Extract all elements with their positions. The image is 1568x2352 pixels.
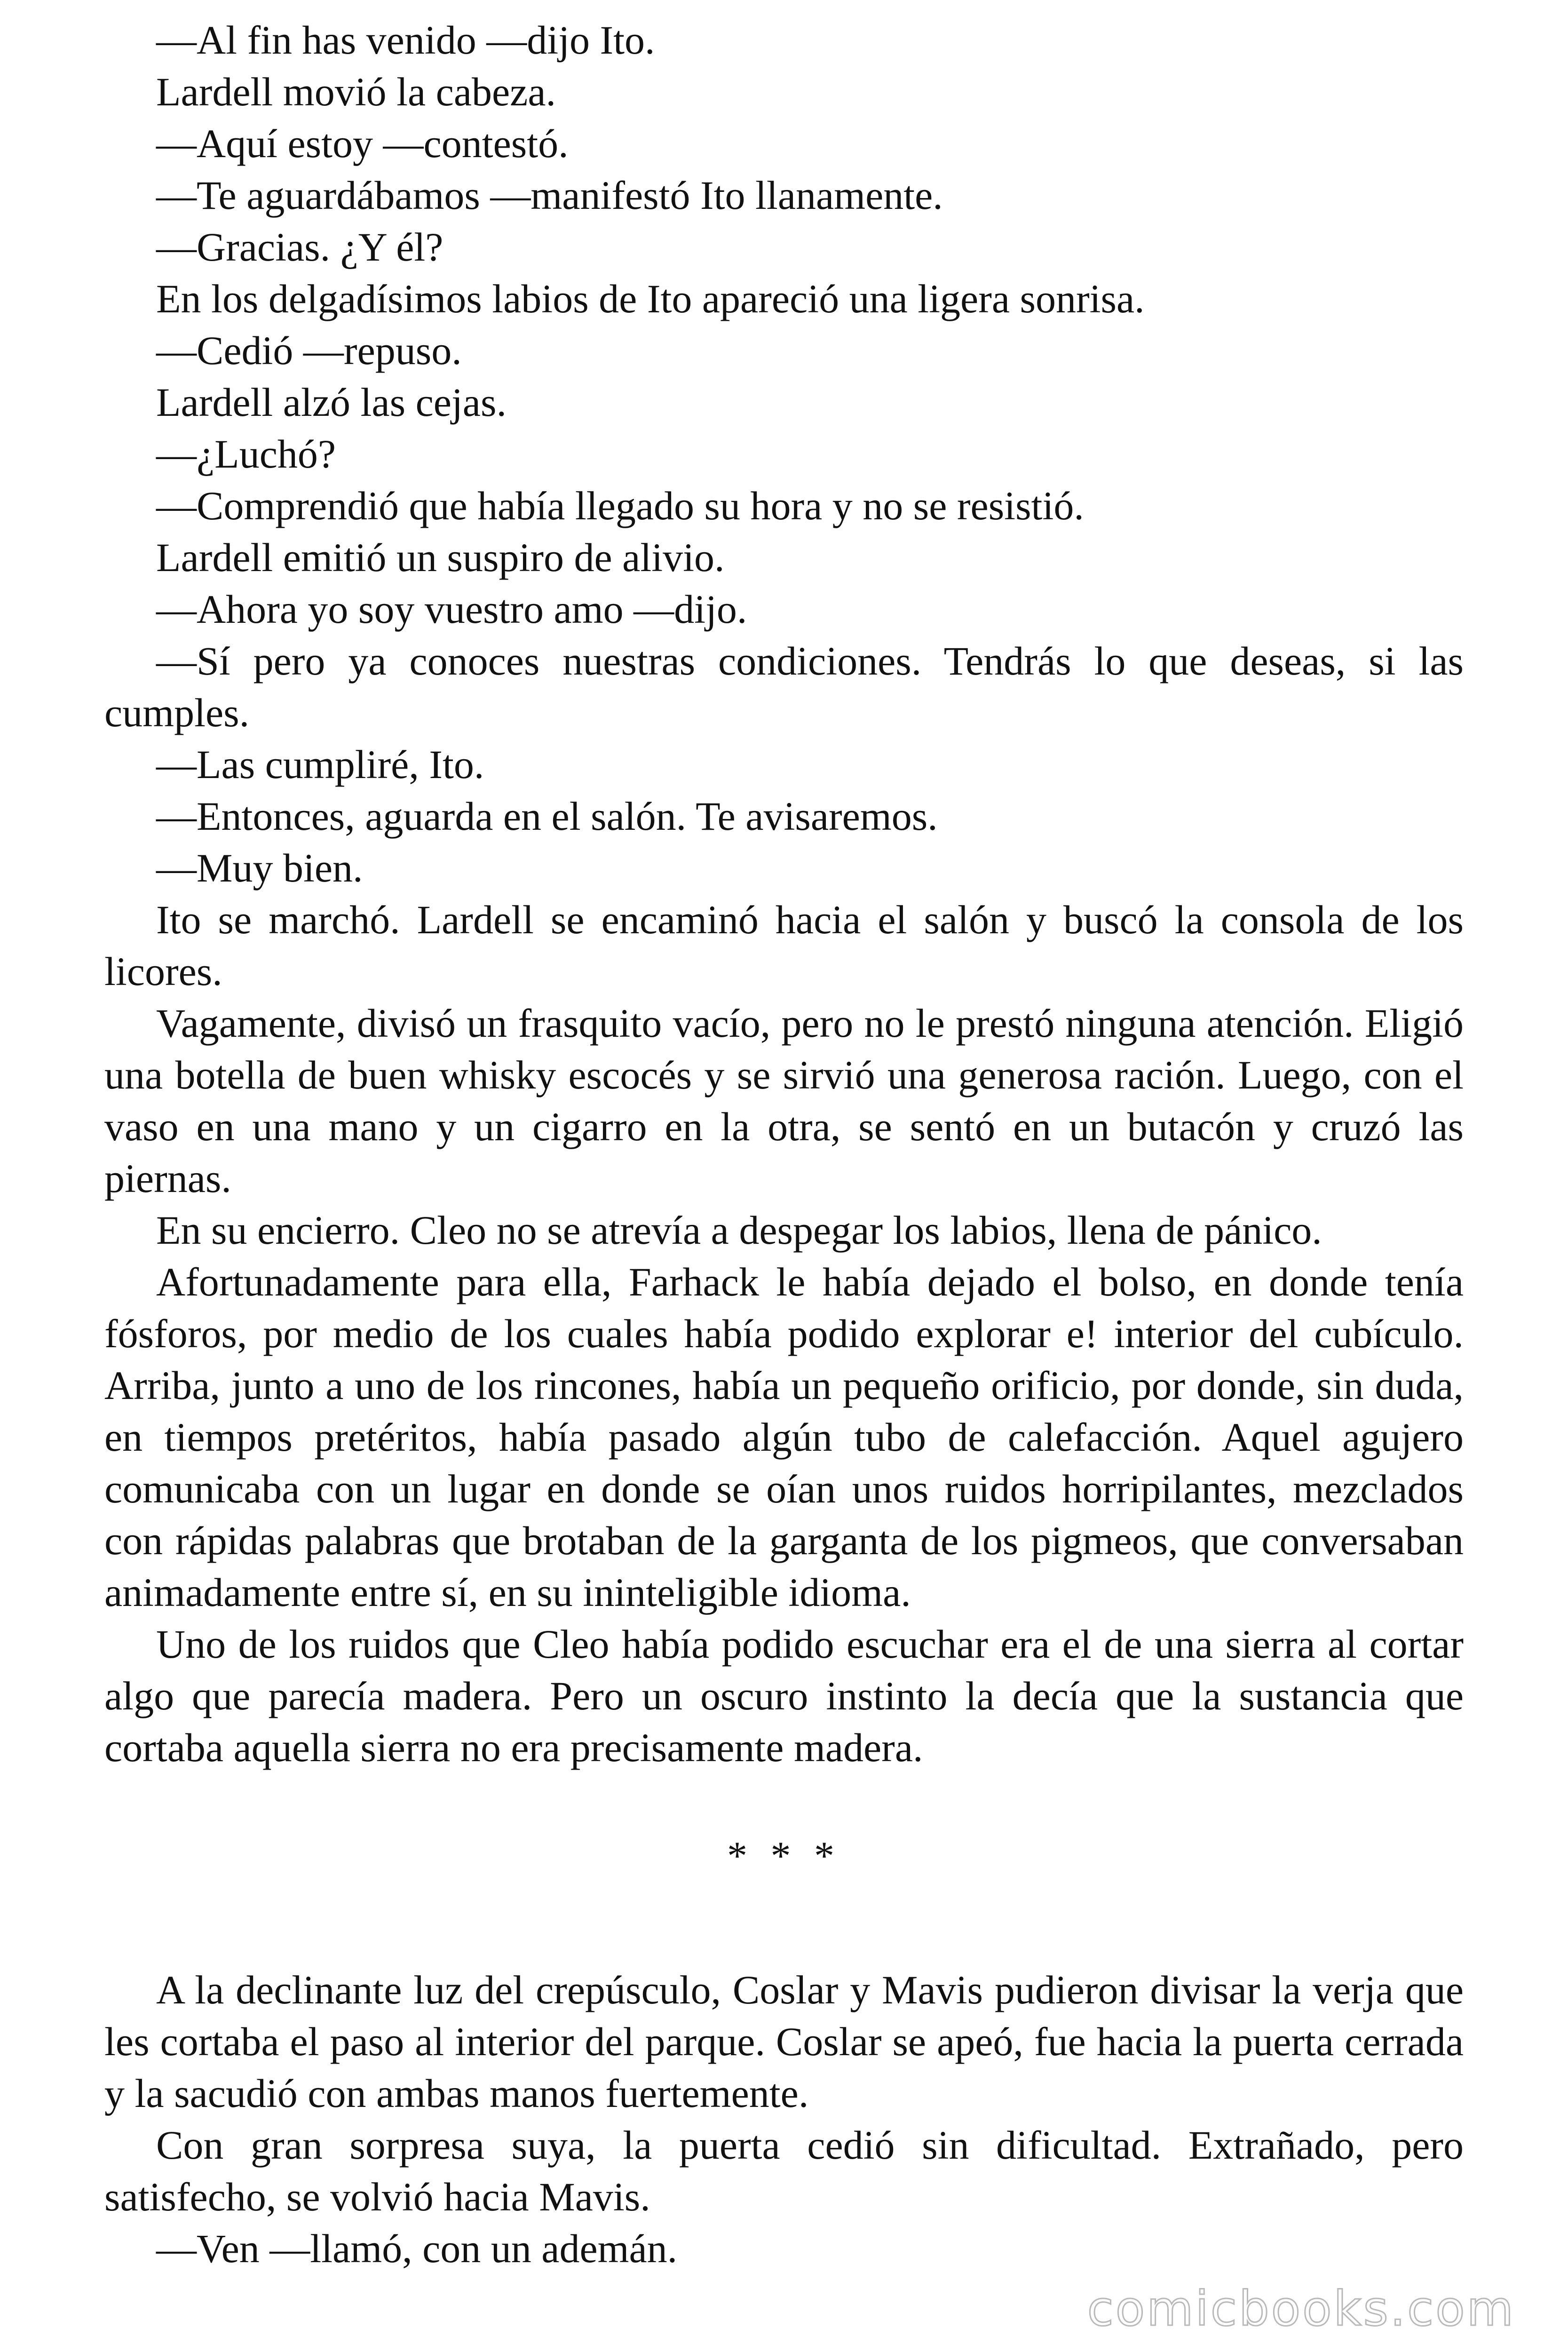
paragraph: —Ven —llamó, con un ademán. [156, 2226, 678, 2271]
paragraph: En su encierro. Cleo no se atrevía a despegar los labios, llena de pánico. [156, 1208, 1322, 1253]
paragraph: —Ahora yo soy vuestro amo —dijo. [156, 587, 747, 632]
paragraph: A la declinante luz del crepúsculo, Coslar y Mavis pudieron divisar la verja que les cortaba el paso al interior del parque. Coslar se apeó, fue hacia la puerta cerrada y la sacudió con ambas manos fuertemente. [104, 1967, 1464, 2116]
paragraph: —Comprendió que había llegado su hora y no se resistió. [156, 483, 1084, 528]
paragraph: —Entonces, aguarda en el salón. Te avisaremos. [156, 794, 938, 839]
watermark-text: comicbooks.com [1087, 2281, 1515, 2337]
paragraph: Con gran sorpresa suya, la puerta cedió sin dificultad. Extrañado, pero satisfecho, se volvió hacia Mavis. [104, 2122, 1464, 2219]
paragraph: —Las cumpliré, Ito. [156, 742, 484, 787]
paragraph: —Al fin has venido —dijo Ito. [156, 17, 655, 63]
paragraph: —Sí pero ya conoces nuestras condiciones. Tendrás lo que deseas, si las cumples. [104, 638, 1464, 735]
paragraph: Lardell alzó las cejas. [156, 380, 507, 425]
paragraph: Ito se marchó. Lardell se encaminó hacia el salón y buscó la consola de los licores. [104, 897, 1464, 994]
paragraph: —Aquí estoy —contestó. [156, 121, 569, 166]
paragraph: —Muy bien. [156, 845, 363, 890]
paragraph: Vagamente, divisó un frasquito vacío, pero no le prestó ninguna atención. Eligió una botella de buen whisky escocés y se sirvió una generosa ración. Luego, con el vaso en una mano y un cigarro en la otra, se sentó en un butacón y cruzó las piernas. [104, 1001, 1464, 1201]
paragraph: —Gracias. ¿Y él? [156, 224, 443, 270]
paragraph: —Cedió —repuso. [156, 328, 462, 373]
paragraph: Lardell emitió un suspiro de alivio. [156, 535, 725, 580]
paragraph: Uno de los ruidos que Cleo había podido escuchar era el de una sierra al cortar algo que parecía madera. Pero un oscuro instinto la decía que la sustancia que cortaba aquella sierra no era precisamente madera. [104, 1621, 1464, 1770]
paragraph: Lardell movió la cabeza. [156, 69, 556, 114]
page-text [104, 14, 1464, 2274]
section-separator: * * * [727, 1833, 841, 1878]
paragraph: En los delgadísimos labios de Ito apareció una ligera sonrisa. [156, 276, 1145, 321]
paragraph: —Te aguardábamos —manifestó Ito llanamente. [156, 173, 943, 218]
paragraph: Afortunadamente para ella, Farhack le había dejado el bolso, en donde tenía fósforos, por medio de los cuales había podido explorar e! interior del cubículo. Arriba, junto a uno de los rincones, había un pequeño orificio, por donde, sin duda, en tiempos pretéritos, había pasado algún tubo de calefacción. Aquel agujero comunicaba con un lugar en donde se oían unos ruidos horripilantes, mezclados con rápidas palabras que brotaban de la garganta de los pigmeos, que conversaban animadamente entre sí, en su ininteligible idioma. [104, 1259, 1464, 1615]
paragraph: —¿Luchó? [156, 431, 336, 477]
